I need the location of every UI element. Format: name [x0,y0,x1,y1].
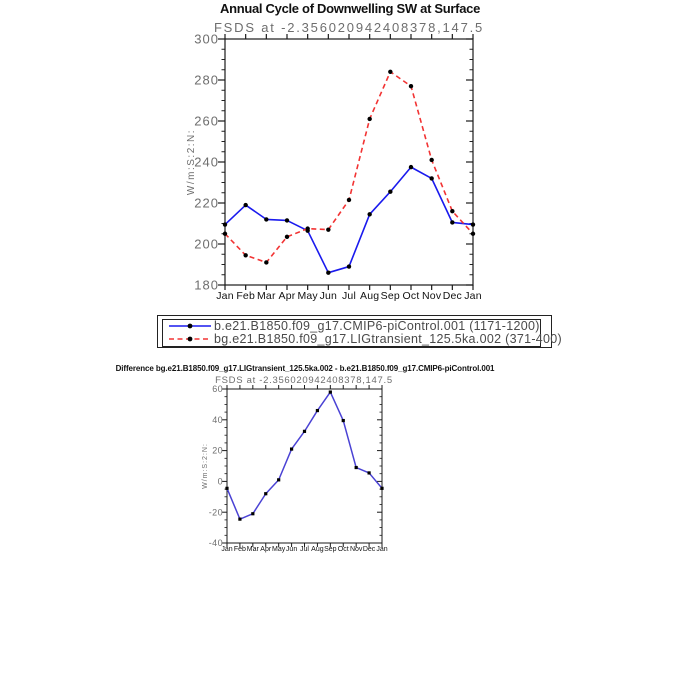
y-tick-label: -20 [208,507,223,518]
data-point-marker [264,260,268,264]
y-tick-label: 180 [194,277,219,293]
data-point-marker [326,271,330,275]
legend-item-picontrol [168,319,540,332]
data-point-marker [329,390,332,393]
data-point-marker [316,409,319,412]
data-point-marker [409,84,413,88]
x-tick-label: Nov [422,290,442,302]
legend-item-ligtransient [168,332,562,345]
chart-0 [186,31,482,302]
legend-label-ligtransient: bg.e21.B1850.f09_g17.LIGtransient_125.5ka.002 (371-400) [214,331,563,346]
x-tick-label: Oct [337,546,349,553]
data-point-marker [285,235,289,239]
chart-1 [202,384,388,553]
x-tick-label: Apr [260,546,272,553]
y-tick-label: 200 [194,236,219,252]
data-point-marker [303,430,306,433]
bottom-chart-title: Difference bg.e21.B1850.f09_g17.LIGtransient_125.5ka.002 - b.e21.B1850.f09_g17.CMIP6-piControl.001 [115,364,495,373]
x-tick-label: Jan [221,546,233,553]
data-point-marker [367,212,371,216]
x-tick-label: Dec [442,290,462,302]
data-point-marker [471,222,475,226]
y-tick-label: -40 [208,538,223,549]
data-point-marker [238,518,241,521]
data-point-marker [342,419,345,422]
x-tick-label: Jul [300,546,309,553]
y-tick-label: 220 [194,195,219,211]
y-tick-label: 0 [217,476,223,487]
y-tick-label: 260 [194,113,219,129]
top-chart-subtitle: FSDS at -2.356020942408378,147.5 [213,20,485,35]
data-point-marker [285,218,289,222]
x-tick-label: Oct [402,290,420,302]
x-tick-label: May [297,290,318,302]
x-tick-label: Sep [380,290,400,302]
data-point-marker [367,471,370,474]
x-tick-label: Nov [349,546,363,553]
axis-frame [227,389,382,543]
series-line-0 [227,392,382,519]
legend-marker-dot [188,336,193,341]
y-tick-label: 300 [194,31,219,47]
x-tick-label: Mar [256,290,276,302]
series-line-0 [225,167,473,273]
legend-box [157,315,563,348]
legend-marker-dot [188,323,193,328]
x-tick-label: Jan [376,546,388,553]
data-point-marker [388,190,392,194]
y-axis-label: W/m:S:2:N: [202,443,209,489]
x-tick-label: Jul [341,290,357,302]
data-point-marker [429,158,433,162]
x-tick-label: Jun [319,290,338,302]
y-axis-label: W/m:S:2:N: [186,128,197,196]
x-tick-label: Sep [324,546,337,553]
data-point-marker [264,217,268,221]
data-point-marker [347,198,351,202]
y-tick-label: 240 [194,154,219,170]
data-point-marker [277,478,280,481]
data-point-marker [388,70,392,74]
data-point-marker [243,203,247,207]
y-tick-label: 280 [194,72,219,88]
data-point-marker [367,117,371,121]
data-point-marker [305,226,309,230]
data-point-marker [450,220,454,224]
legend-label-picontrol: b.e21.B1850.f09_g17.CMIP6-piControl.001 (1171-1200) [214,318,540,333]
data-point-marker [429,176,433,180]
x-tick-label: Dec [362,546,376,553]
data-point-marker [409,165,413,169]
data-point-marker [223,232,227,236]
axis-frame [225,39,473,285]
series-line-1 [225,72,473,263]
data-point-marker [471,232,475,236]
data-point-marker [251,512,254,515]
y-tick-label: 60 [212,384,223,395]
legend-sample-solid-line [168,321,212,331]
data-point-marker [326,227,330,231]
data-point-marker [355,466,358,469]
x-tick-label: Jan [464,290,482,302]
data-point-marker [223,222,227,226]
data-point-marker [243,253,247,257]
legend-sample-dashed-line [168,334,212,344]
x-tick-label: Apr [278,290,296,302]
x-tick-label: Aug [360,290,380,302]
x-tick-label: Feb [233,546,246,553]
y-tick-label: 20 [212,445,223,456]
x-tick-label: Aug [311,546,324,553]
x-tick-label: May [272,546,286,553]
x-tick-label: Mar [246,546,259,553]
data-point-marker [347,264,351,268]
bottom-chart-subtitle: FSDS at -2.356020942408378,147.5 [215,375,393,386]
data-point-marker [225,487,228,490]
x-tick-label: Jun [285,546,298,553]
top-chart-title: Annual Cycle of Downwelling SW at Surface [219,1,480,16]
data-point-marker [290,447,293,450]
x-tick-label: Feb [236,290,256,302]
data-point-marker [264,492,267,495]
y-tick-label: 40 [212,414,223,425]
data-point-marker [450,209,454,213]
data-point-marker [380,487,383,490]
x-tick-label: Jan [216,290,234,302]
